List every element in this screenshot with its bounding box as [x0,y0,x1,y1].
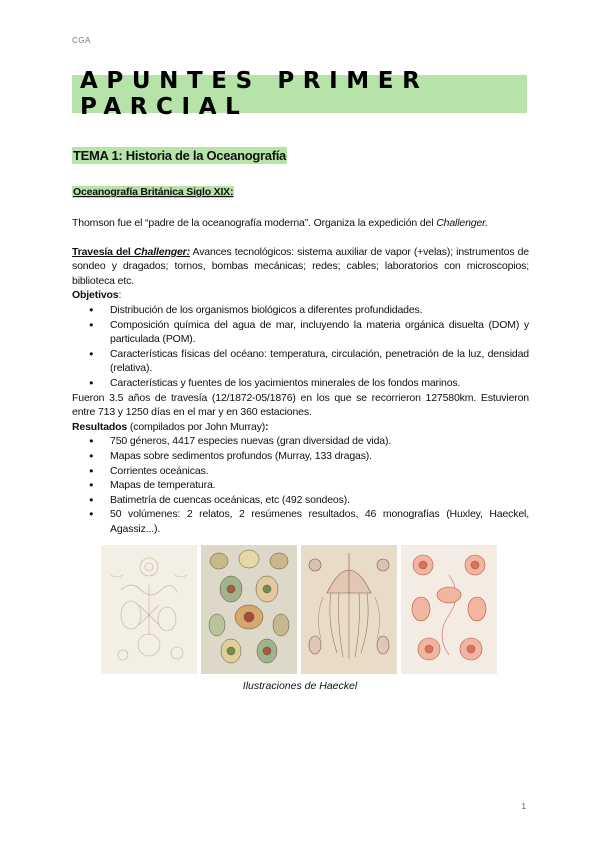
section-heading: Oceanografía Británica Siglo XIX: [73,186,234,198]
travesia-info: Fueron 3.5 años de travesía (12/1872-05/1876) en los que se recorrieron 127580km. Estuvieron entre 713 y 1250 días en el mar y en 360 estaciones. [72,391,529,419]
objetivos-list [72,303,529,391]
objetivos-heading: Objetivos: [72,289,122,302]
travesia-paragraph [72,245,529,289]
page-title: APUNTES PRIMER PARCIAL [80,68,429,120]
list-item: ● Características físicas del océano: temperatura, circulación, penetración de la luz, densidad (relativa). [72,347,529,376]
illustration-4 [401,545,497,674]
haeckel-illustrations [101,545,497,674]
intro-paragraph [72,216,529,231]
list-item: ● Características y fuentes de los yacimientos minerales de los fondos marinos. [72,376,529,391]
list-item: ● 50 volúmenes: 2 relatos, 2 resúmenes resultados, 46 monografías (Huxley, Haeckel, Agassiz...). [72,507,529,536]
figure-caption: Ilustraciones de Haeckel [242,680,358,692]
illustration-1 [101,545,197,674]
objetivos-label: Objetivos [72,289,119,302]
page-number: 1 [521,802,526,811]
header-label: CGA [72,36,91,45]
intro-text: Thomson fue el “padre de la oceanografía moderna”. Organiza la expedición del [72,217,437,229]
resultados-list [72,434,529,536]
body-content [72,216,529,536]
list-item: ● 750 géneros, 4417 especies nuevas (gran diversidad de vida). [72,434,529,449]
list-item: ● Distribución de los organismos biológicos a diferentes profundidades. [72,303,529,318]
tema-heading: TEMA 1: Historia de la Oceanografía [73,148,286,163]
illustration-2 [201,545,297,674]
title-banner [72,68,527,120]
travesia-text: Avances tecnológicos: sistema auxiliar de vapor (+velas); instrumentos de sondeo y dragados; tornos, bombas mecánicas; redes; cables; laboratorios con microscopios; biblioteca etc. [72,245,529,287]
travesia-label-ship: Challenger: [133,245,190,258]
resultados-note: (compilados por John Murray) [127,420,266,433]
illustration-3 [301,545,397,674]
resultados-label: Resultados [72,420,128,433]
travesia-label-pre: Travesía del [72,245,134,258]
travesia-label [72,246,190,258]
intro-ship: Challenger. [436,217,488,229]
resultados-heading: Resultados (compilados por John Murray): [72,420,269,433]
list-item: ● Mapas de temperatura. [72,478,529,493]
list-item: ● Mapas sobre sedimentos profundos (Murray, 133 dragas). [72,449,529,464]
list-item: ● Corrientes oceánicas. [72,464,529,479]
list-item: ● Batimetría de cuencas oceánicas, etc (492 sondeos). [72,493,529,508]
list-item: ● Composición química del agua de mar, incluyendo la materia orgánica disuelta (DOM) y particulada (POM). [72,318,529,347]
